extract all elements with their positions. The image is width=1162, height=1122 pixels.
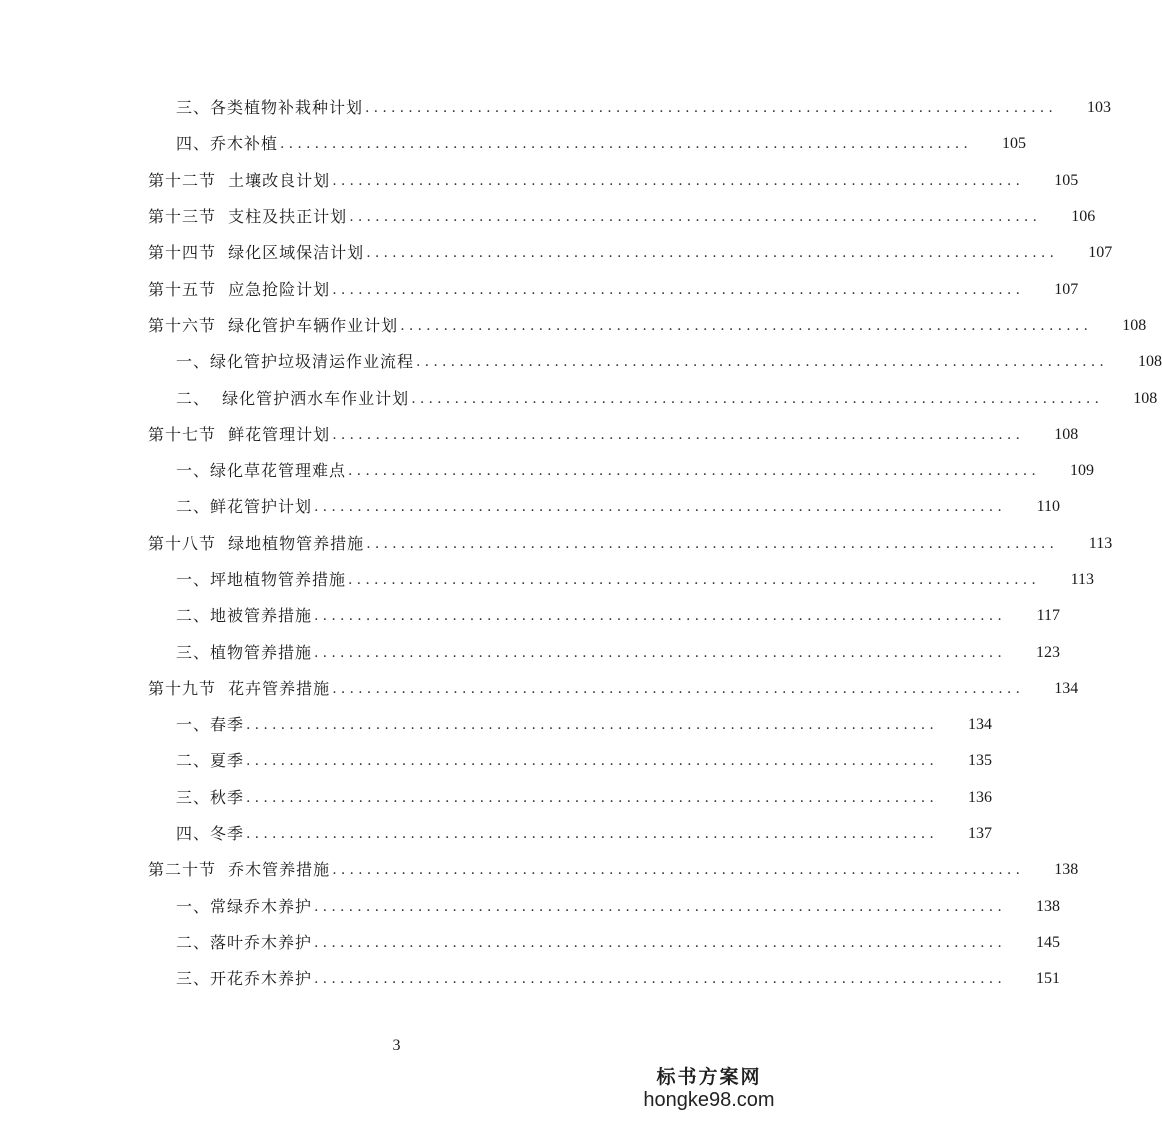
toc-entry-title: 三、秋季 [176,787,245,807]
toc-entry [0,489,1061,525]
toc-entry [0,961,1061,997]
toc-entry-page: 109 [1070,462,1095,480]
toc-entry-title: 一、坪地植物管养措施 [176,570,347,589]
toc-leader-dots: ................................................................................ [332,680,1025,697]
table-of-contents [0,90,1162,997]
toc-entry [0,562,1095,598]
toc-entry-page: 105 [1002,135,1027,153]
toc-leader-dots: ................................................................................ [332,426,1025,443]
toc-entry [0,453,1095,489]
toc-entry [0,925,1061,961]
toc-entry-title: 三、植物管养措施 [176,642,313,662]
toc-entry [0,852,1079,888]
toc-entry-title: 第十四节 绿化区域保洁计划 [148,243,365,263]
toc-entry-title: 一、绿化草花管理难点 [176,461,347,481]
toc-entry [0,707,993,743]
watermark-logo [639,1062,779,1112]
toc-entry-page: 107 [1088,244,1113,262]
toc-entry-title: 第二十节 乔木管养措施 [148,860,331,880]
toc-entry-title: 第十二节 土壤改良计划 [148,170,331,190]
toc-entry-title: 第十九节 花卉管养措施 [148,678,331,698]
toc-leader-dots: ................................................................................ [246,826,939,843]
toc-entry-title: 一、绿化管护垃圾清运作业流程 [176,352,415,372]
toc-entry [0,163,1079,199]
toc-entry [0,199,1096,235]
toc-entry-title: 第十五节 应急抢险计划 [148,279,331,299]
watermark-url: hongke98.com [643,1089,775,1111]
toc-entry [0,743,993,779]
toc-leader-dots: ................................................................................ [314,898,1007,915]
toc-leader-dots: ................................................................................ [280,136,973,153]
toc-entry-page: 117 [1036,607,1061,625]
toc-entry [0,816,993,852]
toc-leader-dots: ................................................................................ [348,463,1041,480]
toc-entry-page: 103 [1087,99,1112,117]
toc-entry-page: 145 [1036,933,1061,951]
toc-entry [0,380,1158,416]
toc-entry [0,235,1113,271]
toc-leader-dots: ................................................................................ [416,354,1109,371]
toc-entry-title: 三、各类植物补栽种计划 [176,98,364,118]
toc-entry-page: 110 [1036,498,1061,516]
toc-entry-title: 二、夏季 [176,751,245,771]
toc-entry-title: 四、乔木补植 [176,134,279,154]
toc-leader-dots: ................................................................................ [332,281,1025,298]
toc-entry-title: 二、鲜花管护计划 [176,497,313,517]
toc-entry-page: 108 [1122,316,1147,334]
toc-entry-page: 108 [1133,389,1158,407]
toc-entry [0,671,1079,707]
toc-leader-dots: ................................................................................ [246,753,939,770]
toc-leader-dots: ................................................................................ [349,209,1042,226]
toc-entry [0,417,1079,453]
toc-leader-dots: ................................................................................ [400,317,1093,334]
page-number: 3 [392,1037,401,1054]
toc-entry-page: 151 [1036,970,1061,988]
toc-entry-title: 一、常绿乔木养护 [176,896,313,916]
toc-entry-title: 二、 绿化管护洒水车作业计划 [176,388,410,408]
toc-leader-dots: ................................................................................ [332,862,1025,879]
toc-entry [0,90,1112,126]
toc-leader-dots: ................................................................................ [314,934,1007,951]
toc-leader-dots: ................................................................................ [314,608,1007,625]
toc-leader-dots: ................................................................................ [348,572,1041,588]
toc-entry [0,780,993,816]
toc-entry [0,271,1079,307]
toc-entry [0,598,1061,634]
toc-entry-page: 105 [1054,171,1079,189]
toc-entry-page: 113 [1070,571,1095,588]
toc-entry-page: 108 [1054,425,1079,443]
toc-entry-page: 135 [968,752,993,770]
toc-entry-page: 107 [1054,280,1079,298]
toc-entry-page: 106 [1071,208,1096,226]
toc-entry-page: 137 [968,825,993,843]
toc-entry-title: 四、冬季 [176,824,245,844]
toc-leader-dots: ................................................................................ [411,390,1104,407]
toc-entry [0,344,1162,380]
toc-leader-dots: ................................................................................ [332,172,1025,189]
toc-leader-dots: ................................................................................ [246,717,939,734]
toc-entry [0,126,1027,162]
toc-entry [0,634,1061,670]
toc-entry-page: 134 [1054,679,1079,697]
toc-leader-dots: ................................................................................ [246,789,939,806]
toc-entry-page: 138 [1036,897,1061,915]
toc-leader-dots: ................................................................................ [366,535,1059,552]
toc-entry-title: 第十三节 支柱及扶正计划 [148,207,348,227]
toc-entry-page: 113 [1088,534,1113,552]
toc-entry-title: 第十六节 绿化管护车辆作业计划 [148,315,399,335]
toc-leader-dots: ................................................................................ [314,971,1007,988]
toc-entry-title: 三、开花乔木养护 [176,969,313,989]
toc-entry-page: 108 [1138,353,1162,371]
toc-entry-page: 134 [968,716,993,734]
toc-entry-title: 一、春季 [176,715,245,735]
toc-leader-dots: ................................................................................ [365,100,1058,117]
toc-entry-title: 第十七节 鲜花管理计划 [148,424,331,444]
toc-entry-page: 138 [1054,861,1079,879]
toc-entry-page: 136 [968,788,993,806]
toc-entry-title: 二、落叶乔木养护 [176,932,313,952]
toc-entry-title: 第十八节 绿地植物管养措施 [148,533,365,553]
toc-leader-dots: ................................................................................ [366,245,1059,262]
toc-entry [0,526,1113,562]
toc-entry [0,308,1147,344]
toc-entry-title: 二、地被管养措施 [176,606,313,626]
toc-entry [0,889,1061,925]
toc-leader-dots: ................................................................................ [314,499,1007,516]
watermark-name: 标书方案网 [656,1066,762,1088]
toc-leader-dots: ................................................................................ [314,644,1007,661]
toc-entry-page: 123 [1036,643,1061,661]
